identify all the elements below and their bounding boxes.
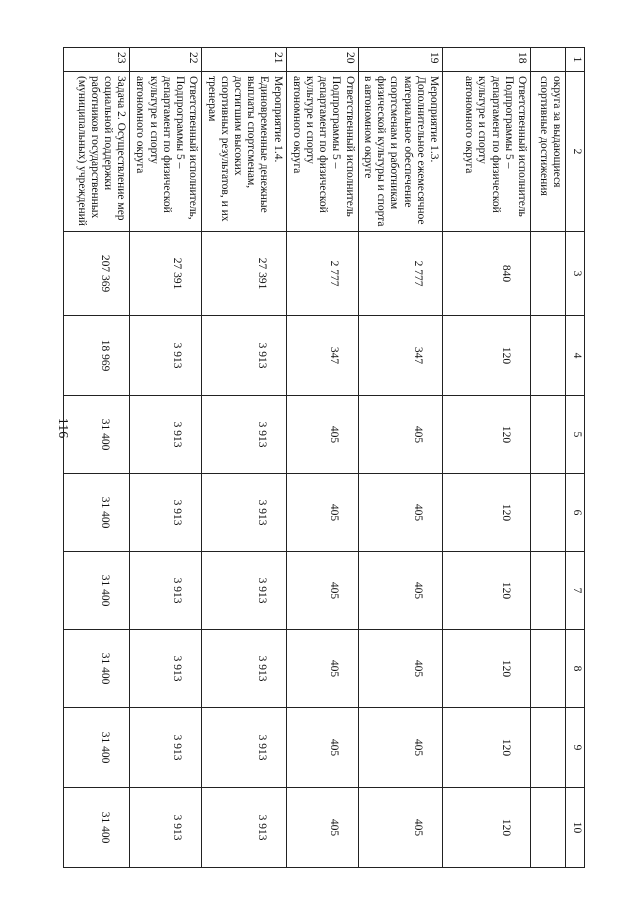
- table-row: [443, 48, 531, 868]
- row-index-cell: 18: [443, 48, 531, 72]
- table-row: [130, 48, 202, 868]
- value-cell: 31 400: [64, 630, 130, 708]
- value-cell: 3 913: [130, 552, 202, 630]
- value-cell: 31 400: [64, 474, 130, 552]
- budget-table: [63, 47, 585, 868]
- value-cell: 3 913: [202, 788, 286, 868]
- value-cell: 840: [443, 232, 531, 316]
- value-cell: 405: [358, 474, 442, 552]
- value-cell: 405: [286, 552, 358, 630]
- row-index-cell: 23: [64, 48, 130, 72]
- value-cell: 120: [443, 788, 531, 868]
- value-cell: 120: [443, 630, 531, 708]
- column-header: 6: [566, 474, 585, 552]
- column-header: 9: [566, 708, 585, 788]
- page-number: 116: [55, 417, 70, 439]
- value-cell: 405: [358, 396, 442, 474]
- value-cell: 3 913: [202, 396, 286, 474]
- value-cell: 120: [443, 396, 531, 474]
- value-cell: 3 913: [130, 474, 202, 552]
- row-description-cell: Ответственный исполнитель Подпрограммы 5 – департамент по физической культуре и спорту автономного округа: [286, 72, 358, 232]
- value-cell: 31 400: [64, 396, 130, 474]
- column-header: 1: [566, 48, 585, 72]
- table-row: [202, 48, 286, 868]
- value-cell: 207 369: [64, 232, 130, 316]
- table-sheet: [75, 47, 585, 867]
- column-header: 8: [566, 630, 585, 708]
- table-row: [64, 48, 130, 868]
- value-cell: 31 400: [64, 788, 130, 868]
- value-cell: 3 913: [202, 474, 286, 552]
- column-header: 4: [566, 316, 585, 396]
- row-index-cell: [531, 48, 566, 72]
- value-cell: 27 391: [202, 232, 286, 316]
- value-cell: 405: [358, 552, 442, 630]
- value-cell: 347: [358, 316, 442, 396]
- value-cell: 405: [286, 788, 358, 868]
- value-cell: 405: [286, 474, 358, 552]
- value-cell: 3 913: [202, 630, 286, 708]
- row-description-cell: Ответственный исполнитель, Подпрограммы 5 – департамент по физической культуре и спорту автономного округа: [130, 72, 202, 232]
- value-cell: 3 913: [130, 396, 202, 474]
- value-cell: 27 391: [130, 232, 202, 316]
- rotated-table-frame: [75, 47, 585, 867]
- value-cell: 18 969: [64, 316, 130, 396]
- value-cell: 405: [286, 708, 358, 788]
- row-description-cell: Ответственный исполнитель Подпрограммы 5 – департамент по физической культуре и спорту автономного округа: [443, 72, 531, 232]
- value-cell: 3 913: [130, 788, 202, 868]
- value-cell: 3 913: [130, 630, 202, 708]
- value-cell: 2 777: [358, 232, 442, 316]
- column-header: 7: [566, 552, 585, 630]
- value-cell: 405: [358, 788, 442, 868]
- row-description-cell: Мероприятие 1.4. Единовременные денежные выплаты спортсменам, достигшим высоких спортивных результатов, и их тренерам: [202, 72, 286, 232]
- value-cell: 405: [286, 396, 358, 474]
- value-cell: 3 913: [202, 316, 286, 396]
- value-cell: 3 913: [202, 552, 286, 630]
- value-cell: 120: [443, 708, 531, 788]
- column-header: 10: [566, 788, 585, 868]
- value-cell: 31 400: [64, 708, 130, 788]
- value-cell: 405: [358, 708, 442, 788]
- column-number-row: [566, 48, 585, 868]
- column-header: 3: [566, 232, 585, 316]
- column-header: 5: [566, 396, 585, 474]
- value-cell: 405: [286, 630, 358, 708]
- value-cell: 3 913: [202, 708, 286, 788]
- row-index-cell: 20: [286, 48, 358, 72]
- value-cell: 120: [443, 474, 531, 552]
- row-description-cell: округа за выдающиеся спортивные достижения: [531, 72, 566, 232]
- row-description-cell: Мероприятие 1.3. Дополнительное ежемесячное материальное обеспечение спортсменам и работникам физической культуры и спорта в автономном округе: [358, 72, 442, 232]
- value-cell: 120: [443, 316, 531, 396]
- value-cell: 347: [286, 316, 358, 396]
- table-row: [286, 48, 358, 868]
- row-index-cell: 21: [202, 48, 286, 72]
- value-cell: 31 400: [64, 552, 130, 630]
- row-index-cell: 22: [130, 48, 202, 72]
- row-description-cell: Задача 2. Осуществление мер социальной поддержки работников государственных (муниципальных) учреждений: [64, 72, 130, 232]
- value-cell: 120: [443, 552, 531, 630]
- row-index-cell: 19: [358, 48, 442, 72]
- value-cell: 3 913: [130, 708, 202, 788]
- value-cell: 3 913: [130, 316, 202, 396]
- table-row: [358, 48, 442, 868]
- table-row-continuation: [531, 48, 566, 868]
- value-cell: 405: [358, 630, 442, 708]
- column-header: 2: [566, 72, 585, 232]
- value-cell: 2 777: [286, 232, 358, 316]
